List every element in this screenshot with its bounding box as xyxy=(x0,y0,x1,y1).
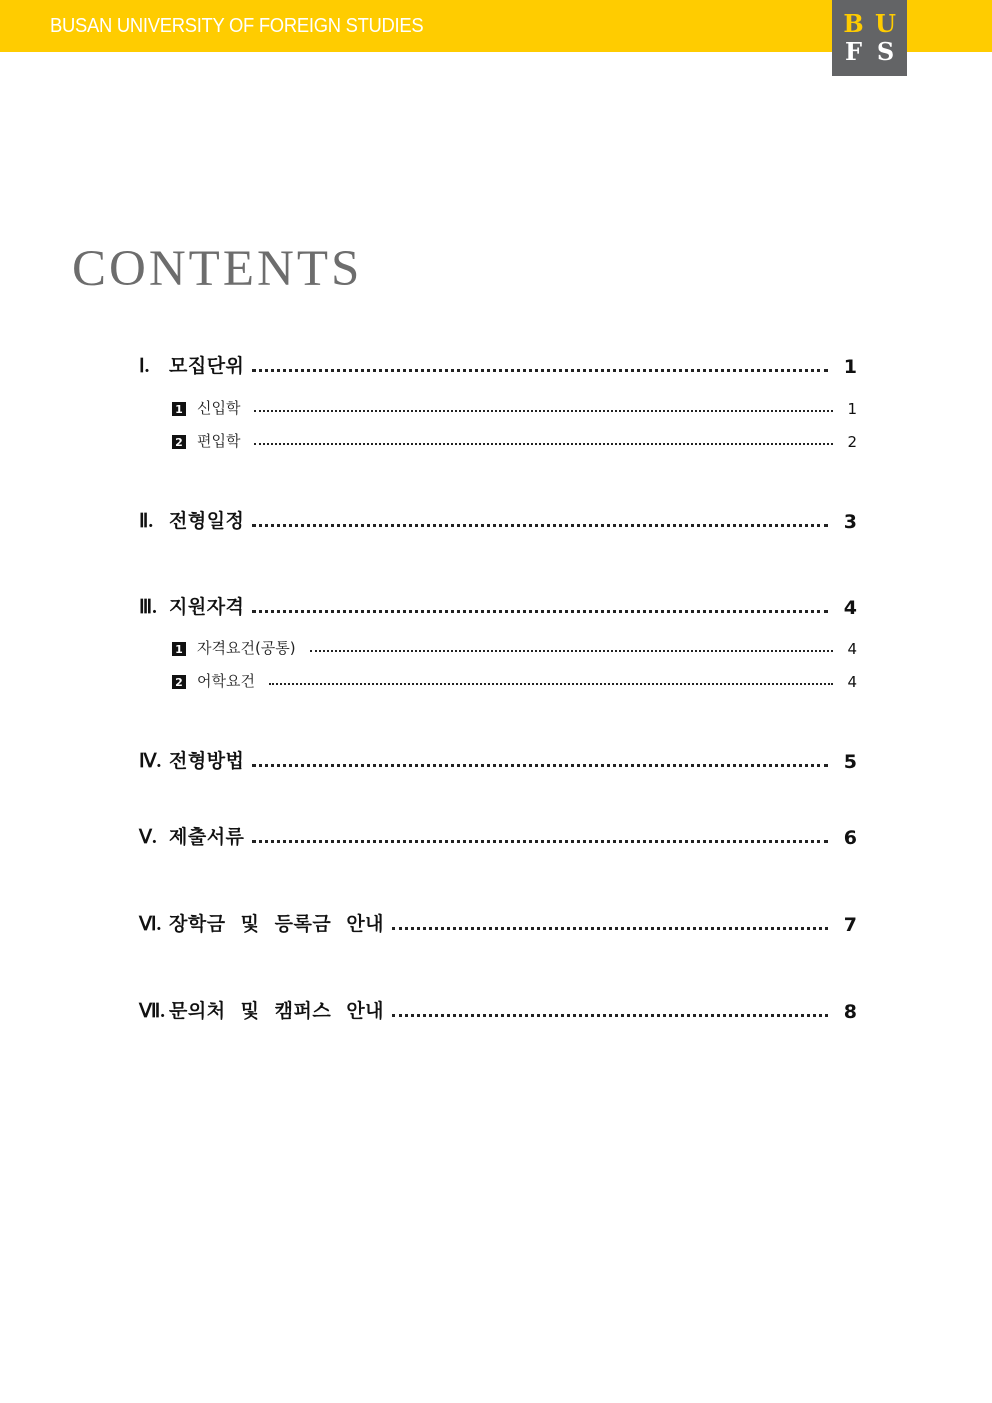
section-title: 문의처 및 캠퍼스 안내 xyxy=(169,1000,385,1022)
subsection-title: 신입학 xyxy=(197,399,241,417)
page-number: 7 xyxy=(843,914,857,936)
number-badge: 2 xyxy=(172,675,186,689)
dot-leader xyxy=(252,610,827,613)
logo-letter: U xyxy=(875,9,896,38)
page-number: 5 xyxy=(843,751,857,773)
dot-leader xyxy=(252,764,827,767)
section-title: 지원자격 xyxy=(169,596,245,618)
toc-entry[interactable] xyxy=(139,591,857,619)
subsection-title: 편입학 xyxy=(197,432,241,450)
page-number: 2 xyxy=(847,433,857,451)
number-badge: 1 xyxy=(172,402,186,416)
header-title: BUSAN UNIVERSITY OF FOREIGN STUDIES xyxy=(50,15,424,37)
dot-leader xyxy=(392,1014,828,1017)
section-numeral: Ⅶ. xyxy=(139,1001,166,1022)
dot-leader xyxy=(252,369,827,372)
toc-subentry[interactable] xyxy=(172,669,857,691)
section-numeral: Ⅵ. xyxy=(139,914,162,935)
dot-leader xyxy=(392,927,828,930)
page-number: 6 xyxy=(843,827,857,849)
page-number: 3 xyxy=(843,511,857,533)
logo-letter: F xyxy=(844,37,863,66)
section-numeral: Ⅴ. xyxy=(139,827,157,848)
dot-leader xyxy=(252,840,827,843)
section-title: 제출서류 xyxy=(169,826,245,848)
toc-entry[interactable] xyxy=(139,505,857,533)
logo-letter: B xyxy=(843,9,864,38)
page-number: 4 xyxy=(847,673,857,691)
dot-leader xyxy=(254,443,833,445)
section-numeral: Ⅳ. xyxy=(139,751,162,772)
logo-letter: S xyxy=(876,37,895,66)
dot-leader xyxy=(254,410,833,412)
section-title: 모집단위 xyxy=(169,355,245,377)
toc-entry[interactable] xyxy=(139,821,857,849)
page-number: 8 xyxy=(843,1001,857,1023)
toc-subentry[interactable] xyxy=(172,636,857,658)
page-number: 1 xyxy=(847,400,857,418)
section-numeral: Ⅰ. xyxy=(139,356,150,377)
number-badge: 2 xyxy=(172,435,186,449)
subsection-title: 자격요건(공통) xyxy=(197,639,296,657)
toc-entry[interactable] xyxy=(139,995,857,1023)
toc-entry[interactable] xyxy=(139,350,857,378)
section-title: 장학금 및 등록금 안내 xyxy=(169,913,385,935)
toc-subentry[interactable] xyxy=(172,429,857,451)
section-title: 전형일정 xyxy=(169,510,245,532)
number-badge: 1 xyxy=(172,642,186,656)
dot-leader xyxy=(269,683,833,685)
subsection-title: 어학요건 xyxy=(197,672,255,690)
bufs-logo xyxy=(832,0,907,76)
section-numeral: Ⅲ. xyxy=(139,597,157,618)
toc-entry[interactable] xyxy=(139,745,857,773)
dot-leader xyxy=(252,524,827,527)
dot-leader xyxy=(310,650,833,652)
section-title: 전형방법 xyxy=(169,750,245,772)
toc-subentry[interactable] xyxy=(172,396,857,418)
toc-entry[interactable] xyxy=(139,908,857,936)
page-number: 1 xyxy=(843,356,857,378)
section-numeral: Ⅱ. xyxy=(139,511,154,532)
page-number: 4 xyxy=(843,597,857,619)
page-number: 4 xyxy=(847,640,857,658)
contents-heading: CONTENTS xyxy=(72,241,363,297)
